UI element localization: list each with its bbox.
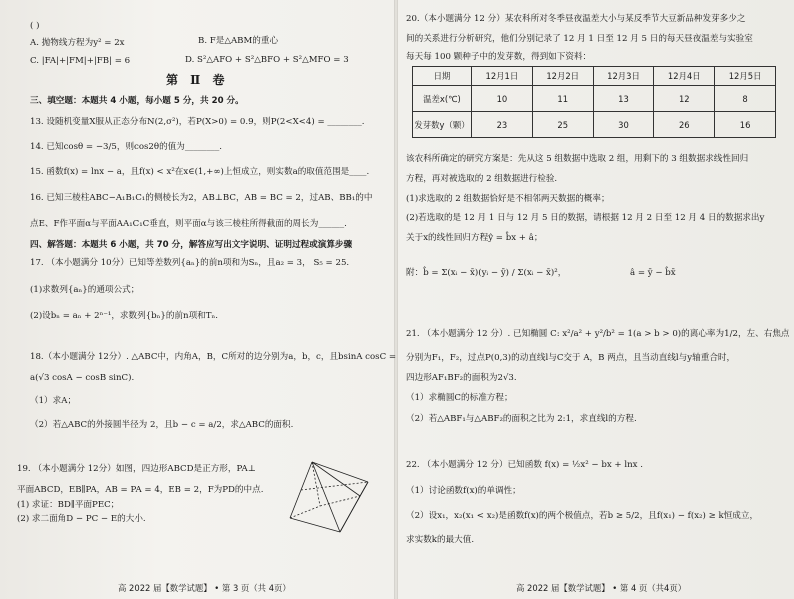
table-cell: 11 — [532, 86, 593, 112]
question-19-part2: (2) 求二面角D − PC − E的大小. — [17, 514, 146, 524]
table-row — [413, 112, 776, 138]
table-cell: 8 — [715, 86, 776, 112]
question-20-part2-line1: (2)若选取的是 12 月 1 日与 12 月 5 日的数据，请根据 12 月 2 日至 12 月 4 日的数据求出y — [406, 213, 765, 223]
question-20-line1: 20.（本小题满分 12 分）某农科所对冬季昼夜温差大小与某反季节大豆新品种发芽多少之 — [406, 14, 746, 24]
question-21-line1: 21. （本小题满分 12 分）. 已知椭圆 C: x²/a² + y²/b² = 1(a > b > 0)的离心率为1/2，左、右焦点 — [406, 329, 790, 339]
question-19-line1: 19. （本小题满分 12分）如图，四边形ABCD是正方形，PA⊥ — [17, 464, 256, 474]
question-22-part1: （1）讨论函数f(x)的单调性； — [406, 486, 521, 496]
table-cell: 16 — [715, 112, 776, 138]
table-header-row — [413, 67, 776, 86]
question-20-part2-line2: 关于x的线性回归方程ŷ = b̂x + â； — [406, 233, 543, 243]
question-13: 13. 设随机变量X服从正态分布N(2,σ²)，若P(X>0) = 0.9，则P(2<X<4) = ________. — [30, 117, 365, 127]
table-cell: 温差x(℃) — [413, 86, 472, 112]
table-cell: 26 — [654, 112, 715, 138]
pyramid-figure — [282, 456, 378, 542]
table-header-cell: 12月4日 — [654, 67, 715, 86]
table-header-cell: 12月2日 — [532, 67, 593, 86]
question-22: 22. （本小题满分 12 分）已知函数 f(x) = ½x² − bx + lnx . — [406, 460, 643, 470]
question-21-line2: 分别为F₁，F₂，过点P(0,3)的动直线l与C交于 A，B 两点，且当动直线l与y轴重合时， — [406, 353, 736, 363]
table-cell: 25 — [532, 112, 593, 138]
table-cell: 13 — [593, 86, 654, 112]
table-header-cell: 12月1日 — [472, 67, 533, 86]
option-a: A. 抛物线方程为y² = 2x — [30, 38, 125, 48]
table-row — [413, 86, 776, 112]
section-title: 第 Ⅱ 卷 — [166, 73, 229, 87]
question-16-line2: 点E、F作平面α与平面AA₁C₁C垂直，则平面α与该三棱柱所得截面的周长为______. — [30, 219, 347, 229]
intercept-formula: â = ȳ − b̂x̄ — [630, 268, 676, 278]
table-cell: 10 — [472, 86, 533, 112]
question-21-part1: （1）求椭圆C的标准方程； — [406, 393, 513, 403]
table-header-cell: 12月3日 — [593, 67, 654, 86]
table-cell: 30 — [593, 112, 654, 138]
question-18-part2: （2）若△ABC的外接圆半径为 2，且b − c = a/2，求△ABC的面积. — [30, 420, 294, 430]
question-15: 15. 函数f(x) = lnx − a，且f(x) < x²在x∈(1,+∞)上恒成立，则实数a的取值范围是____. — [30, 167, 370, 177]
question-17-part2: (2)设bₙ = aₙ + 2ⁿ⁻¹，求数列{bₙ}的前n项和Tₙ. — [30, 311, 218, 321]
question-20-line2: 间的关系进行分析研究，他们分别记录了 12 月 1 日至 12 月 5 日的每天昼夜温差与实验室 — [406, 34, 753, 44]
question-16-line1: 16. 已知三棱柱ABC−A₁B₁C₁的侧棱长为2，AB⊥BC，AB = BC = 2，过AB、BB₁的中 — [30, 193, 373, 203]
table-header-cell: 日期 — [413, 67, 472, 86]
question-19-line2: 平面ABCD，EB∥PA，AB = PA = 4，EB = 2，F为PD的中点. — [17, 485, 264, 495]
option-d: D. S²△AFO + S²△BFO + S²△MFO = 3 — [185, 55, 349, 65]
regression-formula: 附：b̂ = Σ(xᵢ − x̄)(yᵢ − ȳ) / Σ(xᵢ − x̄)²， — [406, 268, 567, 278]
question-18-part1: （1）求A； — [30, 396, 77, 406]
question-21-part2: （2）若△ABF₁与△ABF₂的面积之比为 2:1，求直线l的方程. — [406, 414, 637, 424]
question-20-line4: 该农科所确定的研究方案是：先从这 5 组数据中选取 2 组，用剩下的 3 组数据求线性回归 — [406, 154, 749, 164]
question-18-line2: a(√3 cosA − cosB sinC). — [30, 373, 135, 383]
page-4 — [400, 0, 794, 599]
question-14: 14. 已知cosθ = −3/5，则cos2θ的值为________. — [30, 142, 222, 152]
table-header-cell: 12月5日 — [715, 67, 776, 86]
question-22-part3: 求实数k的最大值. — [406, 535, 475, 545]
answer-bracket: ( ) — [30, 21, 40, 31]
question-20-line5: 方程，再对被选取的 2 组数据进行检验. — [406, 174, 558, 184]
table-cell: 12 — [654, 86, 715, 112]
option-c: C. |FA|+|FM|+|FB| = 6 — [30, 56, 131, 66]
question-21-line3: 四边形AF₁BF₂的面积为2√3. — [406, 373, 517, 383]
question-19-part1: (1) 求证：BD∥平面PEC； — [17, 500, 120, 510]
page-fold — [394, 0, 398, 599]
question-17-part1: (1)求数列{aₙ}的通项公式； — [30, 285, 140, 295]
question-18-line1: 18.（本小题满分 12分）. △ABC中，内角A，B，C所对的边分别为a，b，c，且bsinA cosC = — [30, 352, 397, 362]
option-b: B. F是△ABM的重心 — [198, 36, 279, 46]
page-footer: 高 2022 届【数学试题】 • 第 4 页（共4页） — [516, 583, 687, 593]
question-20-line3: 每天每 100 颗种子中的发芽数，得到如下资料： — [406, 52, 592, 62]
question-20-part1: (1)求选取的 2 组数据恰好是不相邻两天数据的概率； — [406, 194, 610, 204]
question-17: 17. （本小题满分 10分）已知等差数列{aₙ}的前n项和为Sₙ，且a₂ = 3， S₅ = 25. — [30, 258, 350, 268]
data-table — [412, 66, 776, 138]
page-footer: 高 2022 届【数学试题】 • 第 3 页（共 4页） — [118, 583, 291, 593]
question-22-part2: （2）设x₁，x₂(x₁ < x₂)是函数f(x)的两个极值点，若b ≥ 5/2，且f(x₁) − f(x₂) ≥ k恒成立， — [406, 511, 759, 521]
table-cell: 23 — [472, 112, 533, 138]
solve-heading: 四、解答题：本题共 6 小题，共 70 分，解答应写出文字说明、证明过程或演算步骤 — [30, 240, 353, 250]
table-cell: 发芽数y（颗） — [413, 112, 472, 138]
fill-heading: 三、填空题：本题共 4 小题，每小题 5 分，共 20 分。 — [30, 96, 244, 106]
